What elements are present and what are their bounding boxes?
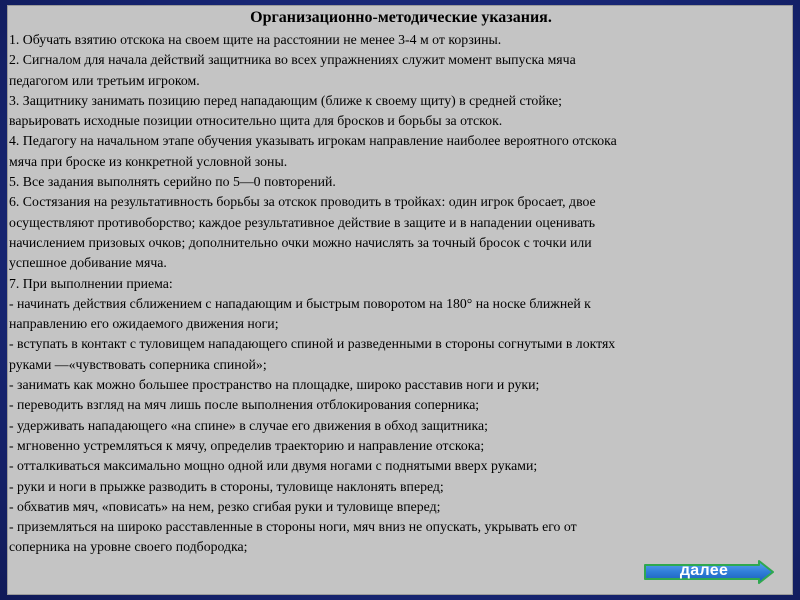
text-line: педагогом или третьим игроком. xyxy=(9,72,200,88)
text-line: 7. При выполнении приема: xyxy=(9,275,173,291)
text-line: 5. Все задания выполнять серийно по 5—0 повторений. xyxy=(9,174,336,190)
text-line: 4. Педагогу на начальном этапе обучения указывать игрокам направление наиболее вероятного отскока xyxy=(9,133,617,149)
text-line: - руки и ноги в прыжке разводить в стороны, туловище наклонять вперед; xyxy=(9,478,444,494)
next-button[interactable] xyxy=(643,560,775,584)
text-line: - приземляться на широко расставленные в стороны ноги, мяч вниз не опускать, укрывать его от xyxy=(9,519,577,535)
text-line: соперника на уровне своего подбородка; xyxy=(9,539,248,555)
text-line: 6. Состязания на результативность борьбы за отскок проводить в тройках: один игрок бросает, двое xyxy=(9,194,596,210)
text-line: - мгновенно устремляться к мячу, определив траекторию и направление отскока; xyxy=(9,437,485,453)
text-line: начислением призовых очков; дополнительно очки можно начислять за точный бросок с точки или xyxy=(9,234,592,250)
text-line: - обхватив мяч, «повисать» на нем, резко сгибая руки и туловище вперед; xyxy=(9,498,441,514)
text-line: осуществляют противоборство; каждое результативное действие в защите и в нападении оценивать xyxy=(9,214,596,230)
text-line: 3. Защитнику занимать позицию перед нападающим (ближе к своему щиту) в средней стойке; xyxy=(9,92,563,108)
text-line: успешное добивание мяча. xyxy=(9,255,167,271)
text-line: - переводить взгляд на мяч лишь после выполнения отблокирования соперника; xyxy=(9,397,480,413)
text-line: - занимать как можно большее пространство на площадке, широко расставив ноги и руки; xyxy=(9,377,540,393)
next-button-label: далее xyxy=(679,562,729,579)
text-line: руками —«чувствовать соперника спиной»; xyxy=(9,356,267,372)
instruction-text xyxy=(9,30,789,558)
text-line: - удерживать нападающего «на спине» в случае его движения в обход защитника; xyxy=(9,417,488,433)
text-line: 1. Обучать взятию отскока на своем щите на расстоянии не менее 3-4 м от корзины. xyxy=(9,32,502,47)
text-line: - отталкиваться максимально мощно одной или двумя ногами с поднятыми вверх руками; xyxy=(9,458,538,474)
text-line: направлению его ожидаемого движения ноги; xyxy=(9,316,279,332)
text-line: - вступать в контакт с туловищем нападающего спиной и разведенными в стороны согнутыми в локтях xyxy=(9,336,616,352)
text-line: варьировать исходные позиции относительно щита для бросков и борьбы за отскок. xyxy=(9,113,503,129)
text-line: мяча при броске из конкретной условной зоны. xyxy=(9,153,288,169)
text-box xyxy=(7,5,793,595)
text-line: - начинать действия сближением с нападающим и быстрым поворотом на 180° на носке ближней к xyxy=(9,295,591,311)
slide-title: Организационно-методические указания. xyxy=(250,9,552,26)
text-line: 2. Сигналом для начала действий защитника во всех упражнениях служит момент выпуска мяча xyxy=(9,52,576,68)
